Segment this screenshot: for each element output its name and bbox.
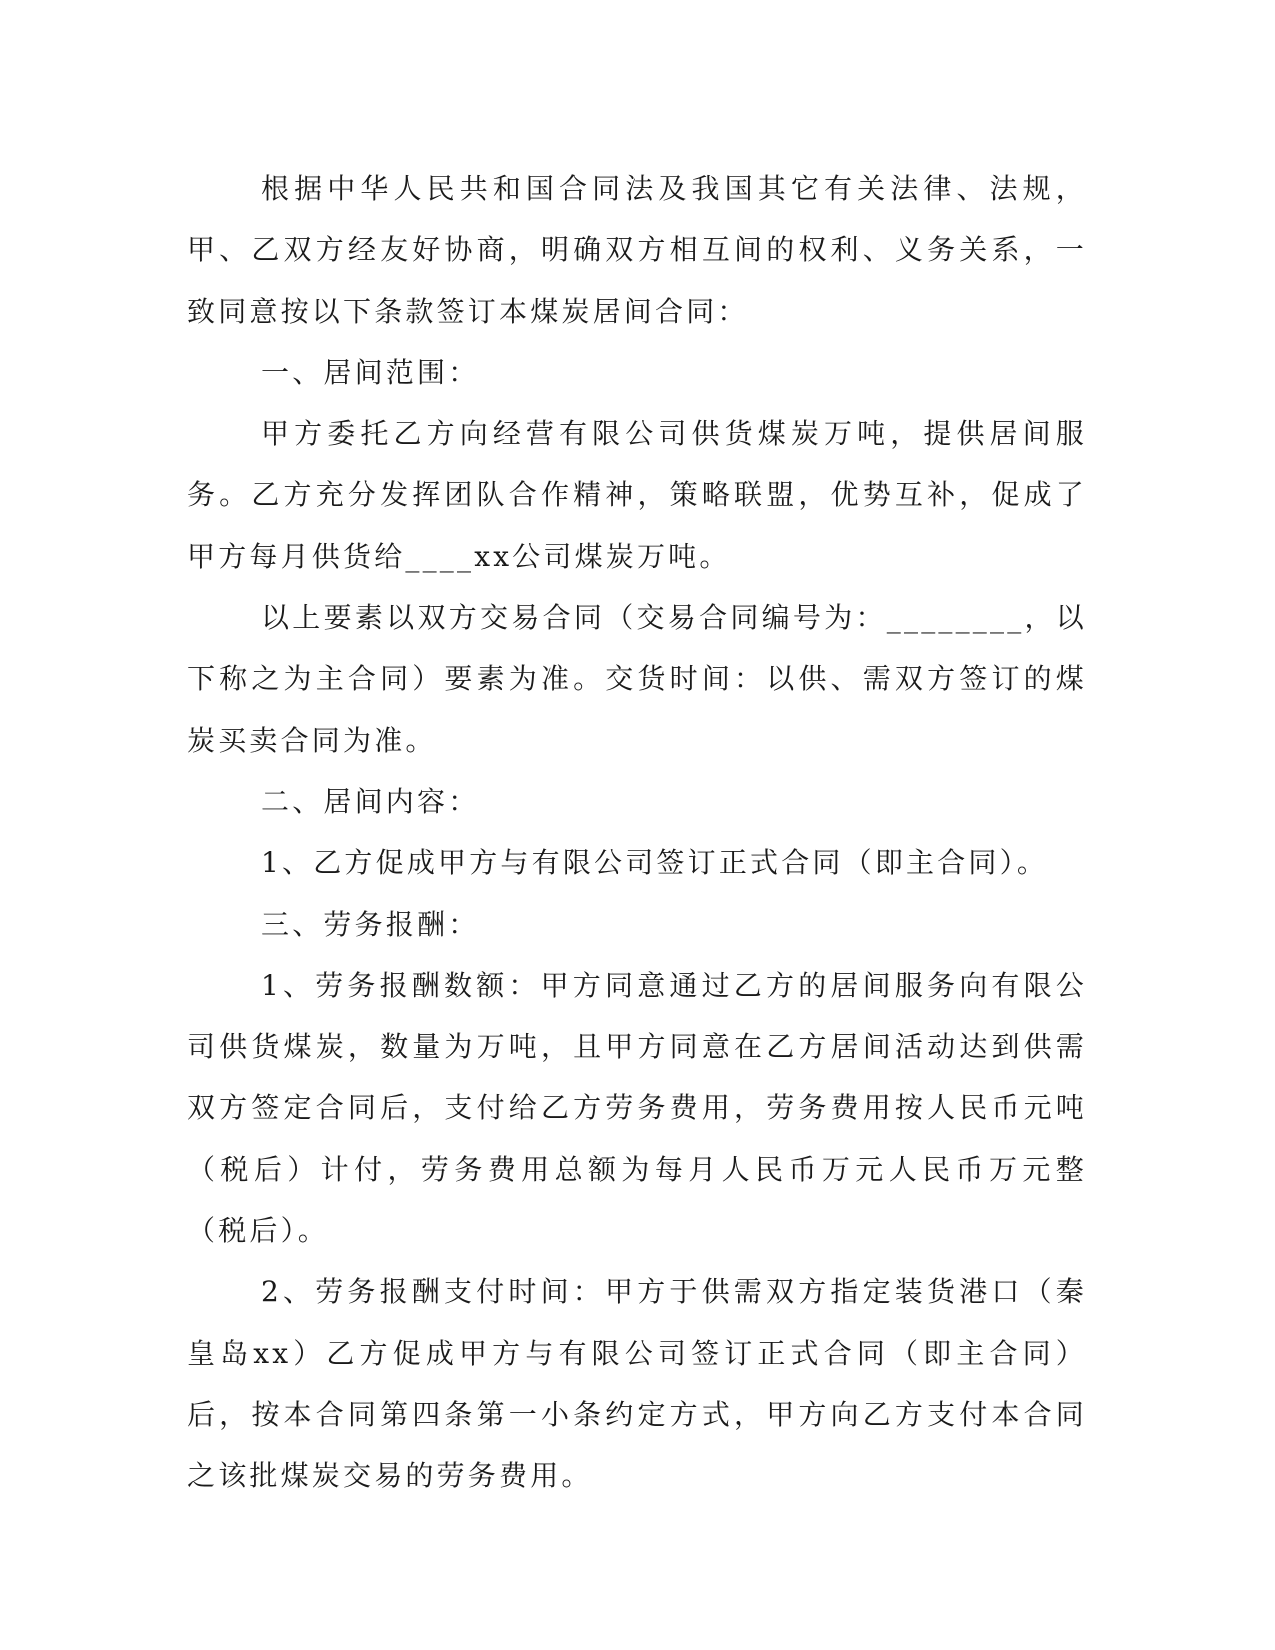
paragraph-remuneration-payment-time: 2、劳务报酬支付时间：甲方于供需双方指定装货港口（秦皇岛xx）乙方促成甲方与有限公司签订正式合同（即主合同）后，按本合同第四条第一小条约定方式，甲方向乙方支付本合同之该批煤炭交易的劳务费用。	[187, 1275, 1087, 1493]
paragraph-content-item-1: 1、乙方促成甲方与有限公司签订正式合同（即主合同）。	[261, 846, 1049, 880]
paragraph-scope: 甲方委托乙方向经营有限公司供货煤炭万吨，提供居间服务。乙方充分发挥团队合作精神，策略联盟，优势互补，促成了甲方每月供货给____xx公司煤炭万吨。	[187, 417, 1087, 573]
section-heading-scope: 一、居间范围：	[261, 355, 480, 389]
document-body	[187, 158, 1087, 1507]
paragraph-intro: 根据中华人民共和国合同法及我国其它有关法律、法规，甲、乙双方经友好协商，明确双方相互间的权利、义务关系，一致同意按以下条款签订本煤炭居间合同：	[187, 172, 1087, 328]
section-heading-content: 二、居间内容：	[261, 784, 480, 818]
paragraph-elements: 以上要素以双方交易合同（交易合同编号为：________，以下称之为主合同）要素为准。交货时间：以供、需双方签订的煤炭买卖合同为准。	[187, 601, 1087, 757]
paragraph-remuneration-amount: 1、劳务报酬数额：甲方同意通过乙方的居间服务向有限公司供货煤炭，数量为万吨，且甲方同意在乙方居间活动达到供需双方签定合同后，支付给乙方劳务费用，劳务费用按人民币元吨（税后）计付，劳务费用总额为每月人民币万元人民币万元整（税后）。	[187, 968, 1087, 1248]
section-heading-remuneration: 三、劳务报酬：	[261, 907, 480, 941]
